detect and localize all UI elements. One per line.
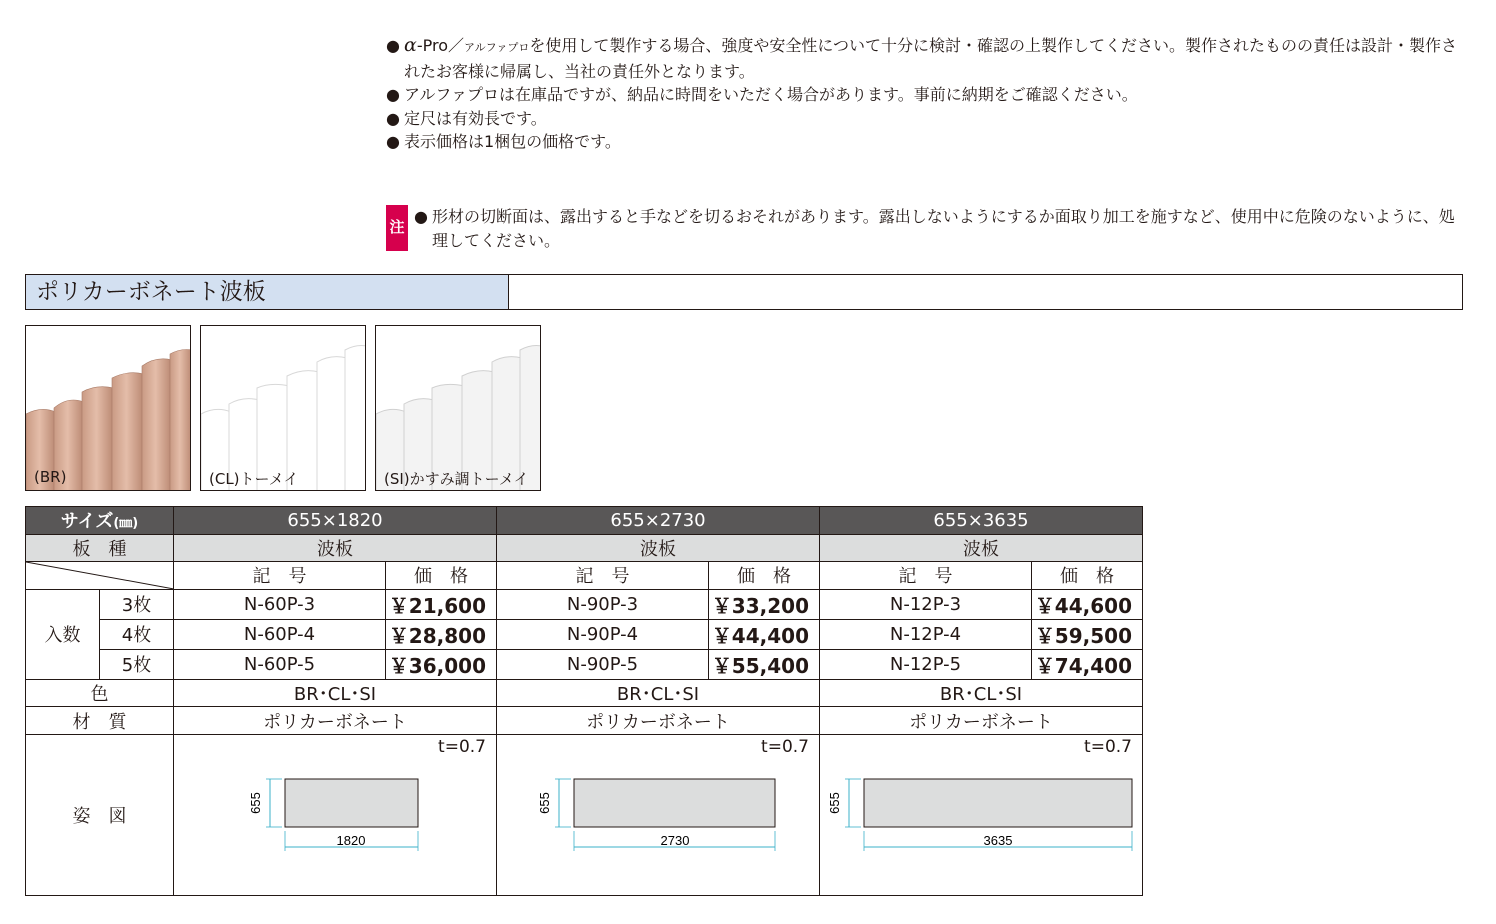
swatch-cl xyxy=(200,325,366,491)
corrugated-sheet-br-image xyxy=(26,326,191,491)
symbol-cell: N-60P-3 xyxy=(174,589,386,619)
symbol-cell: N-60P-4 xyxy=(174,619,386,649)
price-header: 価 格 xyxy=(386,562,497,590)
symbol-cell: N-12P-5 xyxy=(820,649,1032,679)
size-cell: 655×1820 xyxy=(174,507,497,535)
figure-cell xyxy=(174,734,497,895)
note-4 xyxy=(386,130,1466,154)
alpha-pro-small: アルファプロ xyxy=(464,41,530,54)
type-header: 板 種 xyxy=(26,534,174,562)
spec-table xyxy=(25,506,1143,896)
dim-height-label: 655 xyxy=(827,792,842,814)
dimension-drawing xyxy=(174,735,497,895)
symbol-cell: N-12P-3 xyxy=(820,589,1032,619)
figure-row xyxy=(26,734,1143,895)
color-cell: BR･CL･SI xyxy=(497,679,820,707)
diagonal-cell xyxy=(26,562,174,590)
size-header-cell xyxy=(26,507,174,535)
corrugated-sheet-cl-image xyxy=(201,326,366,491)
qty-row-4 xyxy=(26,619,1143,649)
note-3 xyxy=(386,107,1466,131)
qty-label: 4枚 xyxy=(100,619,174,649)
qty-row-3 xyxy=(26,589,1143,619)
swatch-br xyxy=(25,325,191,491)
figure xyxy=(820,735,1142,895)
color-header: 色 xyxy=(26,679,174,707)
symbol-header: 記 号 xyxy=(820,562,1032,590)
price-cell: ￥59,500 xyxy=(1032,619,1143,649)
material-header: 材 質 xyxy=(26,707,174,735)
caution-text: 形材の切断面は、露出すると手などを切るおそれがあります。露出しないようにするか面取り加工を施すなど、使用中に危険のないように、処理してください。 xyxy=(432,207,1455,250)
color-row xyxy=(26,679,1143,707)
thickness-label: t=0.7 xyxy=(438,736,486,757)
bullet: ● xyxy=(386,132,400,151)
note-1-text: を使用して製作する場合、強度や安全性について十分に検討・確認の上製作してください。製作されたものの責任は設計・製作されたお客様に帰属し、当社の責任外となります。 xyxy=(404,36,1458,81)
bullet: ● xyxy=(386,85,400,104)
swatch-label: (CL)トーメイ xyxy=(209,470,299,488)
corrugated-sheet-si-image xyxy=(376,326,541,491)
material-cell: ポリカーボネート xyxy=(174,707,497,735)
figure-header: 姿 図 xyxy=(26,734,174,895)
symbol-cell: N-90P-3 xyxy=(497,589,709,619)
dimension-drawing xyxy=(820,735,1143,895)
qty-label: 5枚 xyxy=(100,649,174,679)
symbol-cell: N-90P-4 xyxy=(497,619,709,649)
note-2-text: アルファプロは在庫品ですが、納品に時間をいただく場合があります。事前に納期をご確認ください。 xyxy=(404,85,1138,104)
thickness-label: t=0.7 xyxy=(1084,736,1132,757)
thickness-label: t=0.7 xyxy=(761,736,809,757)
symbol-cell: N-12P-4 xyxy=(820,619,1032,649)
swatch-label: (SI)かすみ調トーメイ xyxy=(384,470,529,488)
price-header: 価 格 xyxy=(709,562,820,590)
dim-width-label: 2730 xyxy=(660,832,690,848)
note-1 xyxy=(386,34,1466,83)
figure xyxy=(174,735,496,895)
size-unit: (㎜) xyxy=(113,516,139,532)
price-cell: ￥44,600 xyxy=(1032,589,1143,619)
symbol-cell: N-90P-5 xyxy=(497,649,709,679)
size-cell: 655×3635 xyxy=(820,507,1143,535)
price-header: 価 格 xyxy=(1032,562,1143,590)
price-cell: ￥74,400 xyxy=(1032,649,1143,679)
section-header xyxy=(25,274,1463,310)
qty-row-5 xyxy=(26,649,1143,679)
swatch-label: (BR) xyxy=(34,468,67,486)
price-cell: ￥55,400 xyxy=(709,649,820,679)
material-row xyxy=(26,707,1143,735)
dim-height-label: 655 xyxy=(537,792,552,814)
note-2 xyxy=(386,83,1466,107)
color-cell: BR･CL･SI xyxy=(174,679,497,707)
size-header: サイズ xyxy=(60,511,114,533)
qty-label: 3枚 xyxy=(100,589,174,619)
price-cell: ￥28,800 xyxy=(386,619,497,649)
note-3-text: 定尺は有効長です。 xyxy=(404,108,547,128)
dimension-drawing xyxy=(497,735,820,895)
dim-width-label: 1820 xyxy=(336,832,366,848)
material-cell: ポリカーボネート xyxy=(497,707,820,735)
color-cell: BR･CL･SI xyxy=(820,679,1143,707)
figure xyxy=(497,735,819,895)
bullet: ● xyxy=(386,36,400,55)
price-cell: ￥36,000 xyxy=(386,649,497,679)
material-cell: ポリカーボネート xyxy=(820,707,1143,735)
subheader-row xyxy=(26,562,1143,590)
section-title: ポリカーボネート波板 xyxy=(26,275,509,309)
figure-cell xyxy=(820,734,1143,895)
qty-header: 入数 xyxy=(26,589,100,679)
bullet: ● xyxy=(386,108,400,128)
price-cell: ￥44,400 xyxy=(709,619,820,649)
size-row xyxy=(26,507,1143,535)
symbol-cell: N-60P-5 xyxy=(174,649,386,679)
type-cell: 波板 xyxy=(820,534,1143,562)
caution-block xyxy=(386,205,1466,252)
note-4-text: 表示価格は1梱包の価格です。 xyxy=(404,132,621,151)
figure-cell xyxy=(497,734,820,895)
type-cell: 波板 xyxy=(174,534,497,562)
symbol-header: 記 号 xyxy=(174,562,386,590)
notes-block xyxy=(386,34,1466,154)
size-cell: 655×2730 xyxy=(497,507,820,535)
dim-height-label: 655 xyxy=(248,792,263,814)
diagonal-line xyxy=(26,562,174,589)
alpha-symbol: α xyxy=(404,34,417,56)
price-cell: ￥21,600 xyxy=(386,589,497,619)
type-row xyxy=(26,534,1143,562)
type-cell: 波板 xyxy=(497,534,820,562)
pro-text: -Pro xyxy=(416,36,448,55)
caution-badge: 注 xyxy=(386,205,408,251)
dim-width-label: 3635 xyxy=(983,832,1013,848)
symbol-header: 記 号 xyxy=(497,562,709,590)
price-cell: ￥33,200 xyxy=(709,589,820,619)
bullet: ● xyxy=(414,207,428,226)
swatch-si xyxy=(375,325,541,491)
slash: ／ xyxy=(448,36,465,55)
